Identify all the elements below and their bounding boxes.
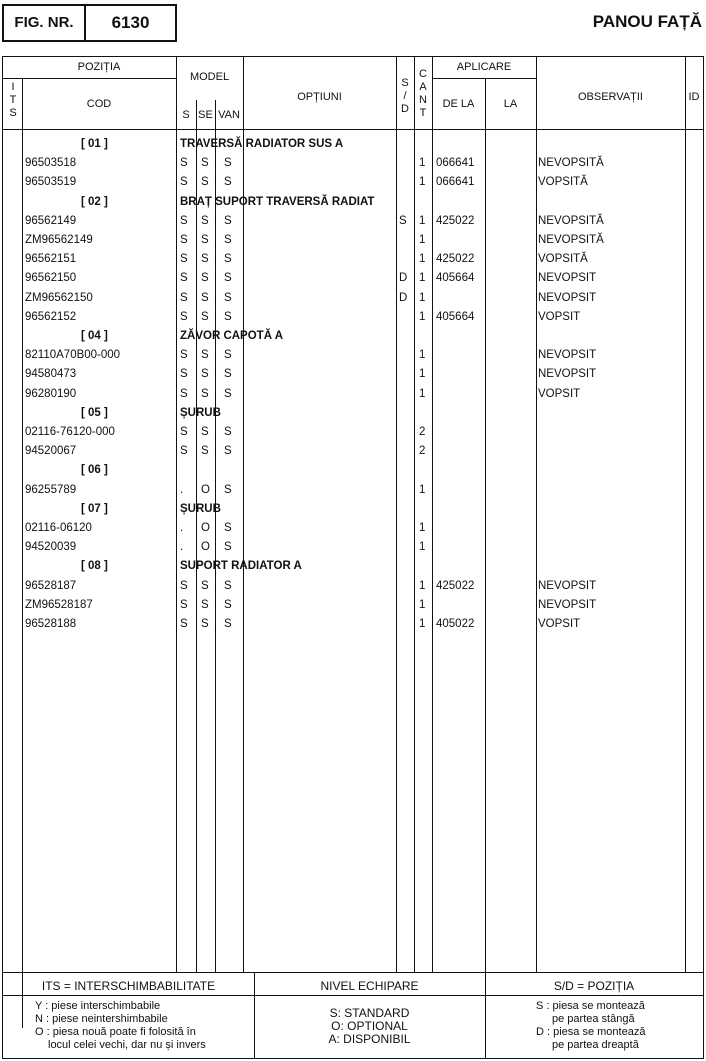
model-se-value: S	[201, 310, 209, 323]
divider	[3, 995, 703, 996]
part-code: ZM96562150	[25, 291, 93, 304]
part-code: 02116-06120	[25, 522, 92, 534]
model-s-value: S	[180, 349, 188, 362]
quantity-value: 1	[419, 368, 426, 381]
header-model: MODEL	[189, 71, 230, 83]
table-row	[3, 308, 705, 327]
header-pozitia: POZIȚIA	[77, 61, 121, 73]
model-se-value: S	[201, 618, 209, 630]
part-code: 96503519	[25, 176, 77, 189]
part-code: 96280190	[25, 387, 77, 400]
header-de-la: DE LA	[442, 98, 475, 110]
model-se-value: S	[201, 234, 209, 246]
page-title: PANOU FAȚĂ	[592, 12, 702, 31]
part-code: 96528187	[25, 579, 77, 592]
side-value: D	[399, 272, 408, 285]
model-se-value: S	[201, 176, 209, 189]
applies-from-value: 425022	[436, 579, 475, 592]
quantity-value: 1	[419, 522, 426, 534]
legend-its-text: Y : piese interschimbabile N : piese neintershimbabile O : piesa nouă poate fi folosită în locul celei vechi, dar nu și invers	[35, 1000, 206, 1051]
model-s-value: S	[180, 176, 188, 189]
header-its: I T S	[9, 81, 17, 119]
observation-value: NEVOPSIT	[538, 272, 597, 285]
header-id: ID	[688, 91, 700, 103]
position-number: [ 05 ]	[81, 406, 108, 419]
model-van-value: S	[224, 579, 232, 592]
model-van-value: S	[224, 522, 232, 534]
model-s-value: S	[180, 387, 188, 400]
model-s-value: S	[180, 426, 188, 438]
table-row	[3, 615, 705, 634]
model-van-value: S	[224, 541, 232, 554]
table-row	[3, 173, 705, 192]
quantity-value: 1	[419, 598, 426, 611]
quantity-value: 1	[419, 253, 426, 266]
group-header-row	[3, 500, 705, 519]
figure-number-box	[2, 4, 177, 42]
model-s-value: S	[180, 214, 188, 227]
model-se-value: O	[201, 522, 210, 534]
model-se-value: S	[201, 598, 209, 611]
part-code: 96528188	[25, 618, 77, 630]
group-header-row	[3, 404, 705, 423]
table-row	[3, 365, 705, 384]
model-s-value: S	[180, 598, 188, 611]
table-row	[3, 231, 705, 250]
group-header-row	[3, 461, 705, 480]
model-se-value: S	[201, 253, 209, 266]
table-row	[3, 250, 705, 269]
model-s-value: .	[180, 483, 184, 496]
quantity-value: 1	[419, 291, 426, 304]
model-s-value: .	[180, 522, 184, 534]
table-row	[3, 289, 705, 308]
model-van-value: S	[224, 176, 232, 189]
position-number: [ 08 ]	[81, 560, 108, 573]
position-number: [ 04 ]	[81, 330, 108, 342]
quantity-value: 1	[419, 579, 426, 592]
part-code: ZM96562149	[25, 234, 93, 246]
group-name: SUPORT RADIATOR A	[180, 560, 302, 573]
quantity-value: 1	[419, 157, 426, 170]
header-observatii: OBSERVAȚII	[577, 91, 643, 103]
quantity-value: 1	[419, 349, 426, 362]
model-van-value: S	[224, 598, 232, 611]
quantity-value: 1	[419, 272, 426, 285]
position-number: [ 01 ]	[81, 138, 108, 150]
model-van-value: S	[224, 483, 232, 496]
position-number: [ 02 ]	[81, 195, 108, 208]
table-row	[3, 481, 705, 500]
table-row	[3, 577, 705, 596]
model-s-value: S	[180, 234, 188, 246]
model-van-value: S	[224, 445, 232, 458]
part-code: 94520067	[25, 445, 77, 458]
legend-its-title: ITS = INTERSCHIMBABILITATE	[41, 979, 216, 993]
observation-value: VOPSIT	[538, 310, 581, 323]
quantity-value: 1	[419, 541, 426, 554]
table-row	[3, 212, 705, 231]
table-row	[3, 596, 705, 615]
model-s-value: S	[180, 618, 188, 630]
header-optiuni: OPȚIUNI	[297, 91, 342, 103]
part-code: 94580473	[25, 368, 77, 381]
applies-from-value: 066641	[436, 157, 475, 170]
model-s-value: S	[180, 157, 188, 170]
group-header-row	[3, 327, 705, 346]
position-number: [ 06 ]	[81, 464, 108, 477]
header-cod: COD	[86, 98, 112, 110]
applies-from-value: 405022	[436, 618, 475, 630]
model-se-value: S	[201, 426, 209, 438]
group-header-row	[3, 193, 705, 212]
model-s-value: S	[180, 368, 188, 381]
group-name: BRAȚ SUPORT TRAVERSĂ RADIAT	[180, 195, 375, 208]
model-se-value: S	[201, 272, 209, 285]
divider	[432, 78, 536, 79]
observation-value: VOPSIT	[538, 387, 581, 400]
model-s-value: .	[180, 541, 184, 554]
observation-value: NEVOPSITĂ	[538, 157, 604, 170]
model-se-value: S	[201, 387, 209, 400]
legend-sd-text: S : piesa se montează pe partea stângă D : piesa se montează pe partea dreaptă	[536, 1000, 646, 1051]
model-se-value: S	[201, 368, 209, 381]
observation-value: NEVOPSITĂ	[538, 214, 604, 227]
applies-from-value: 405664	[436, 272, 475, 285]
quantity-value: 1	[419, 483, 426, 496]
model-van-value: S	[224, 253, 232, 266]
model-s-value: S	[180, 253, 188, 266]
table-row	[3, 423, 705, 442]
observation-value: VOPSITĂ	[538, 176, 588, 189]
side-value: D	[399, 291, 408, 304]
model-se-value: O	[201, 483, 210, 496]
part-code: 96562149	[25, 214, 77, 227]
side-value: S	[399, 214, 407, 227]
model-van-value: S	[224, 157, 232, 170]
quantity-value: 1	[419, 214, 426, 227]
model-s-value: S	[180, 445, 188, 458]
applies-from-value: 066641	[436, 176, 475, 189]
model-s-value: S	[180, 579, 188, 592]
quantity-value: 2	[419, 445, 426, 458]
model-van-value: S	[224, 368, 232, 381]
group-name: ȘURUB	[180, 502, 221, 515]
quantity-value: 1	[419, 618, 426, 630]
header-model-s: S	[182, 109, 190, 121]
model-se-value: S	[201, 349, 209, 362]
quantity-value: 1	[419, 310, 426, 323]
position-number: [ 07 ]	[81, 502, 108, 515]
observation-value: NEVOPSIT	[538, 349, 597, 362]
divider	[3, 78, 176, 79]
quantity-value: 1	[419, 387, 426, 400]
model-van-value: S	[224, 291, 232, 304]
table-row	[3, 346, 705, 365]
group-name: TRAVERSĂ RADIATOR SUS A	[180, 138, 344, 150]
model-se-value: S	[201, 157, 209, 170]
header-model-van: VAN	[218, 109, 240, 121]
table-row	[3, 269, 705, 288]
observation-value: NEVOPSIT	[538, 598, 597, 611]
header-la: LA	[503, 98, 518, 110]
model-van-value: S	[224, 272, 232, 285]
group-header-row	[3, 135, 705, 154]
part-code: 02116-76120-000	[25, 426, 115, 438]
legend-nivel-text: S: STANDARD O: OPTIONAL A: DISPONIBIL	[328, 1006, 411, 1046]
part-code: ZM96528187	[25, 598, 93, 611]
model-se-value: O	[201, 541, 210, 554]
header-cant: C A N T	[419, 68, 427, 119]
model-s-value: S	[180, 310, 188, 323]
model-van-value: S	[224, 618, 232, 630]
applies-from-value: 425022	[436, 253, 475, 266]
legend-nivel-title: NIVEL ECHIPARE	[320, 979, 419, 993]
legend-sd-title: S/D = POZIȚIA	[553, 979, 635, 993]
part-code: 82110A70B00-000	[25, 349, 121, 362]
header-aplicare: APLICARE	[456, 61, 512, 73]
part-code: 96255789	[25, 483, 77, 496]
divider	[3, 129, 703, 130]
observation-value: NEVOPSITĂ	[538, 234, 604, 246]
part-code: 96503518	[25, 157, 77, 170]
model-van-value: S	[224, 387, 232, 400]
applies-from-value: 425022	[436, 214, 475, 227]
group-name: ȘURUB	[180, 406, 221, 419]
model-se-value: S	[201, 291, 209, 304]
group-header-row	[3, 557, 705, 576]
model-se-value: S	[201, 445, 209, 458]
group-name: ZĂVOR CAPOTĂ A	[180, 330, 284, 342]
model-van-value: S	[224, 349, 232, 362]
fig-number: 6130	[111, 13, 150, 32]
table-row	[3, 538, 705, 557]
table-row	[3, 385, 705, 404]
model-van-value: S	[224, 234, 232, 246]
applies-from-value: 405664	[436, 310, 475, 323]
header-sd: S / D	[401, 77, 409, 115]
observation-value: VOPSITĂ	[538, 253, 588, 266]
part-code: 96562151	[25, 253, 77, 266]
model-se-value: S	[201, 579, 209, 592]
part-code: 96562152	[25, 310, 77, 323]
header-model-se: SE	[198, 109, 213, 121]
part-code: 94520039	[25, 541, 77, 554]
model-s-value: S	[180, 272, 188, 285]
model-van-value: S	[224, 310, 232, 323]
table-row	[3, 442, 705, 461]
observation-value: VOPSIT	[538, 618, 581, 630]
observation-value: NEVOPSIT	[538, 291, 597, 304]
parts-table	[2, 56, 704, 1059]
quantity-value: 1	[419, 176, 426, 189]
observation-value: NEVOPSIT	[538, 368, 597, 381]
model-se-value: S	[201, 214, 209, 227]
model-van-value: S	[224, 214, 232, 227]
fig-label: FIG. NR.	[4, 6, 86, 40]
model-van-value: S	[224, 426, 232, 438]
part-code: 96562150	[25, 272, 77, 285]
model-s-value: S	[180, 291, 188, 304]
table-row	[3, 154, 705, 173]
observation-value: NEVOPSIT	[538, 579, 597, 592]
quantity-value: 2	[419, 426, 426, 438]
table-row	[3, 519, 705, 538]
divider	[3, 972, 703, 973]
quantity-value: 1	[419, 234, 426, 246]
